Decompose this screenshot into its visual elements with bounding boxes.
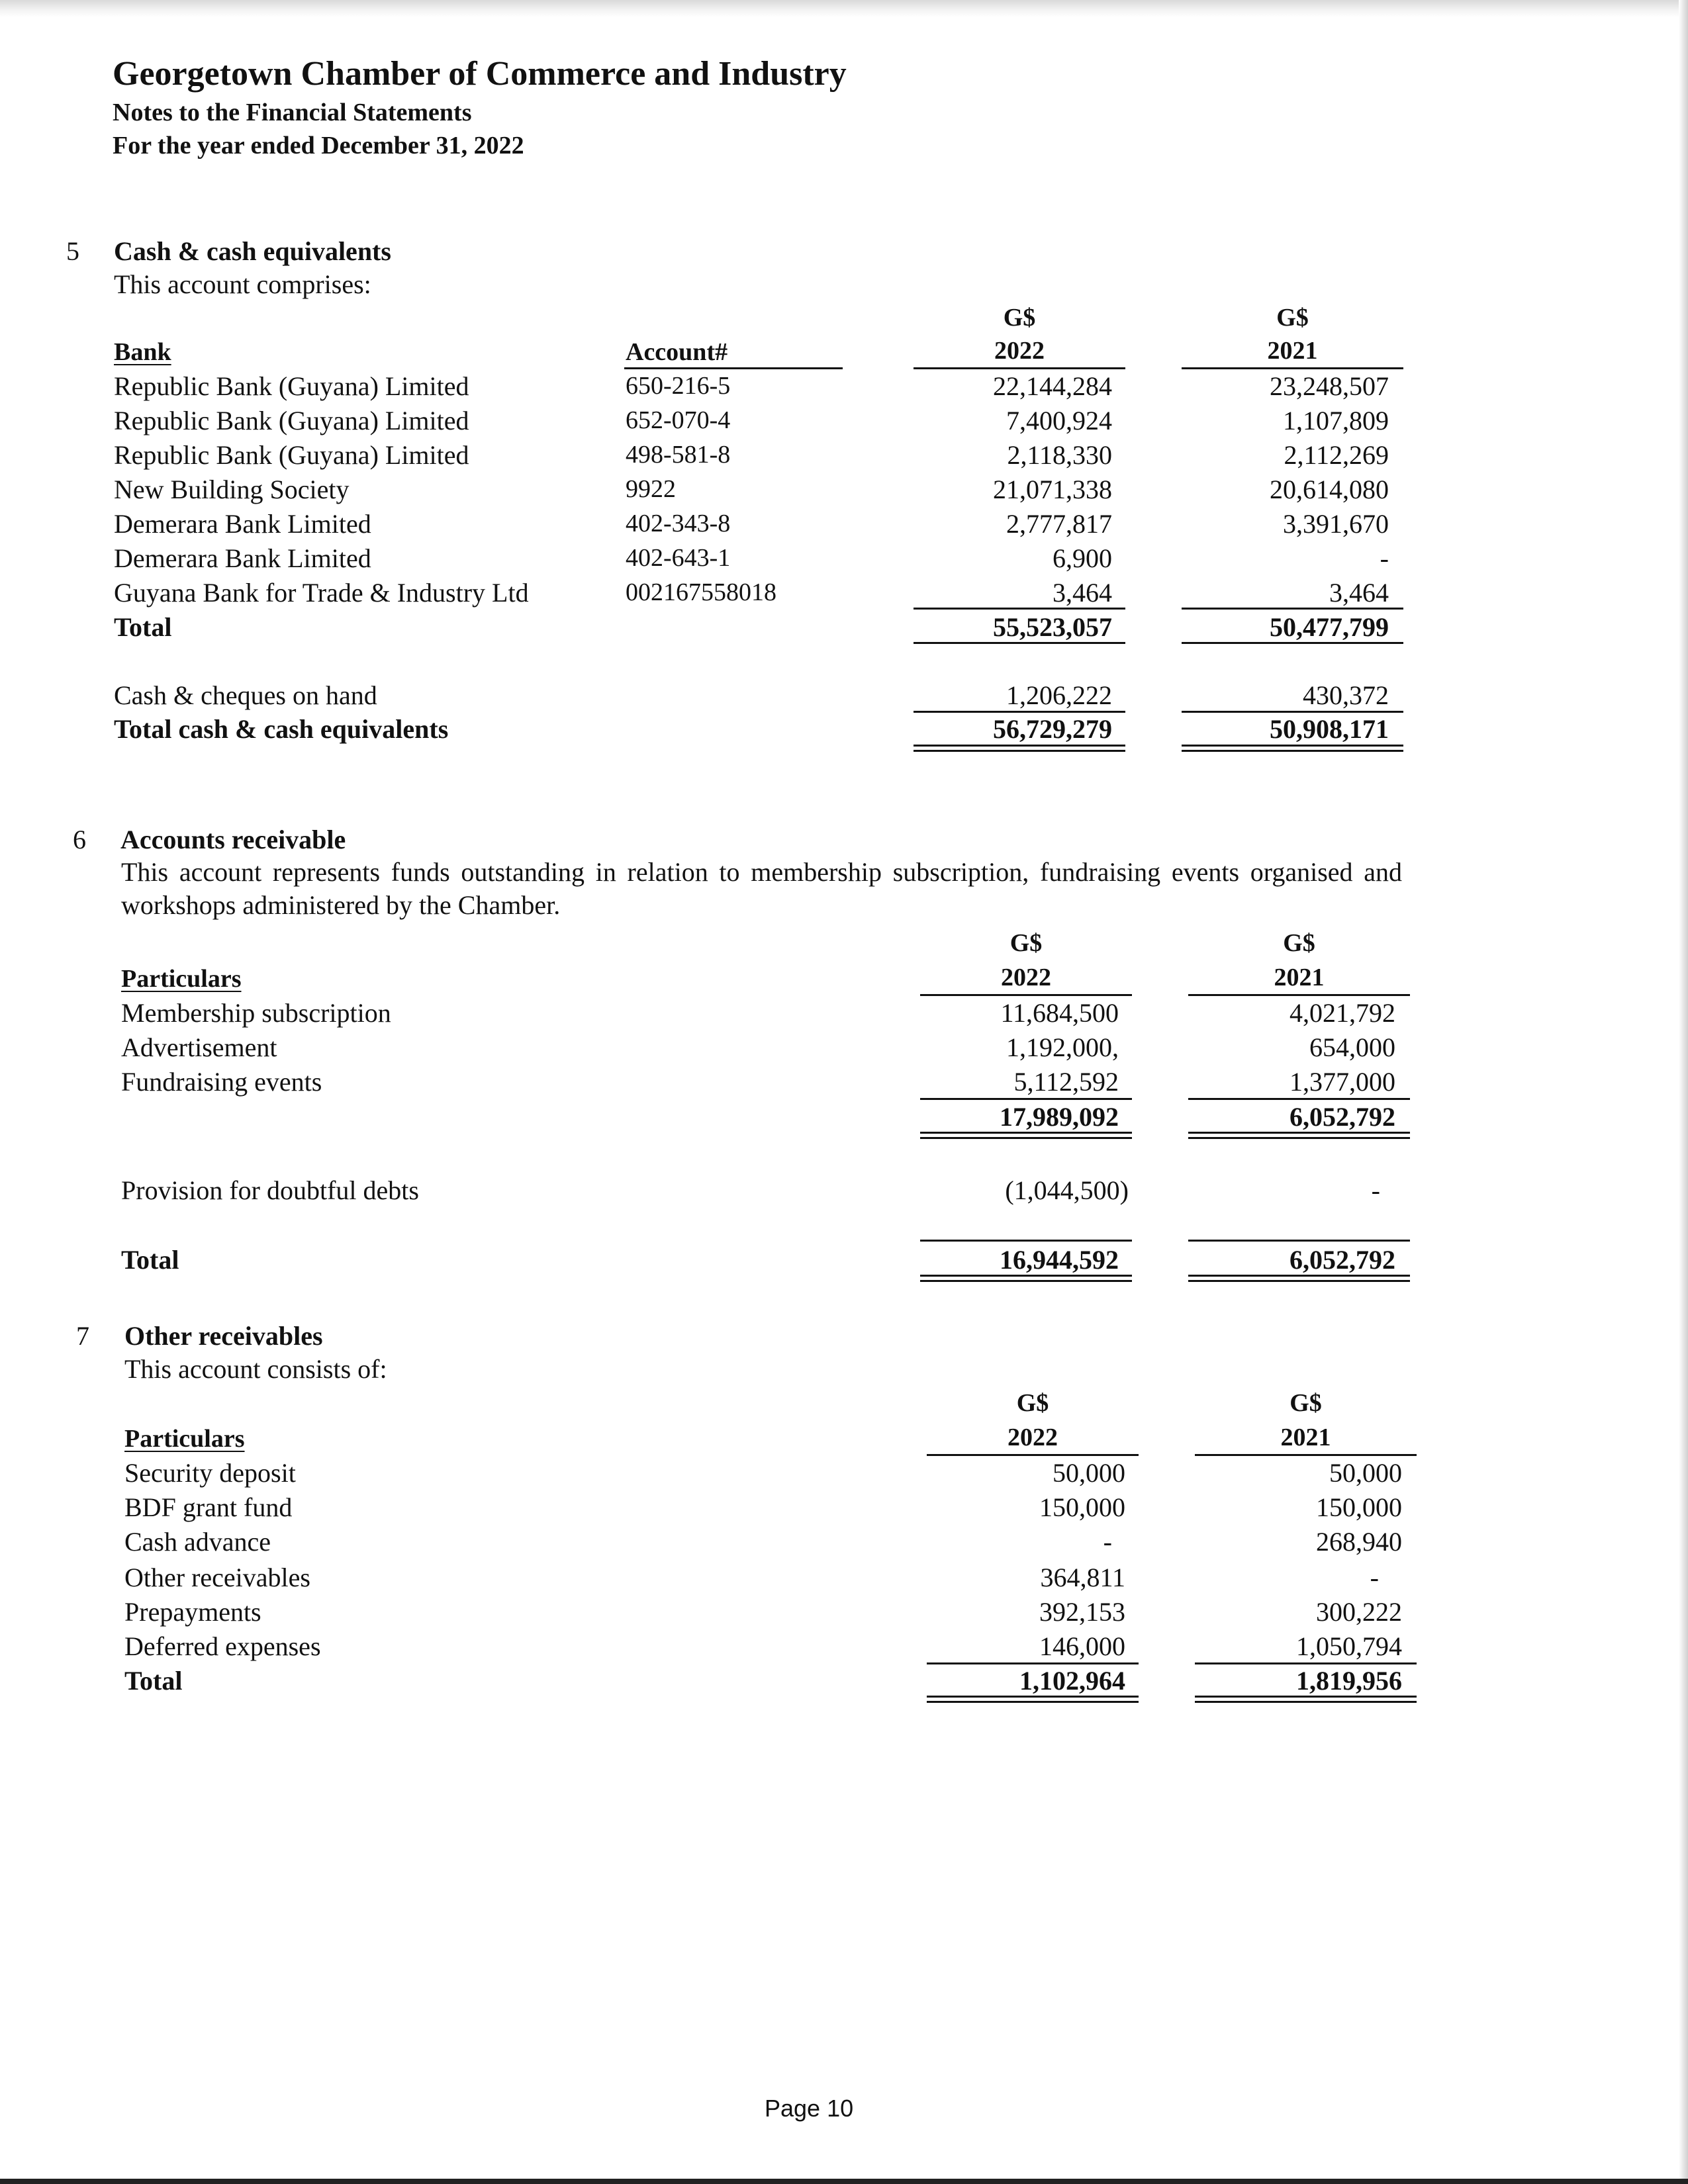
column-currency-2022: G$ <box>1009 929 1043 957</box>
rule <box>1188 1098 1410 1100</box>
cash-on-hand-label: Cash & cheques on hand <box>114 680 377 710</box>
bank-name: Republic Bank (Guyana) Limited <box>114 440 469 470</box>
particulars-label: Cash advance <box>124 1527 271 1557</box>
amount-2022: 1,192,000, <box>1006 1032 1119 1062</box>
rule <box>920 1098 1132 1100</box>
amount-2021: 268,940 <box>1316 1527 1402 1557</box>
rule <box>1195 1662 1417 1664</box>
provision-2021: - <box>1371 1175 1380 1205</box>
double-rule <box>927 1696 1139 1703</box>
receivables-total-label: Total <box>121 1245 179 1275</box>
note-number: 6 <box>73 825 86 854</box>
column-year-2022: 2022 <box>1001 964 1051 991</box>
amount-2021: 1,050,794 <box>1296 1631 1402 1661</box>
note-title: Cash & cash equivalents <box>114 236 391 266</box>
bank-name: Republic Bank (Guyana) Limited <box>114 371 469 401</box>
amount-2022: 5,112,592 <box>1013 1067 1119 1097</box>
receivables-subtotal-2021: 6,052,792 <box>1289 1102 1395 1132</box>
bank-name: New Building Society <box>114 475 350 504</box>
receivables-total-2021: 6,052,792 <box>1289 1245 1395 1275</box>
other-receivables-total-label: Total <box>124 1666 183 1696</box>
column-currency-2022: G$ <box>1016 1389 1049 1417</box>
other-receivables-total-2022: 1,102,964 <box>1019 1666 1125 1696</box>
receivables-subtotal-2022: 17,989,092 <box>1000 1102 1119 1132</box>
amount-2022: 150,000 <box>1039 1492 1125 1522</box>
account-number: 650-216-5 <box>626 372 731 400</box>
amount-2022: 3,464 <box>1053 578 1112 608</box>
column-currency-2022: G$ <box>1003 304 1036 332</box>
account-number: 498-581-8 <box>626 441 731 469</box>
bank-total-2021: 50,477,799 <box>1270 612 1389 642</box>
other-receivables-total-2021: 1,819,956 <box>1296 1666 1402 1696</box>
amount-2022: 21,071,338 <box>993 475 1112 504</box>
receivables-total-2022: 16,944,592 <box>1000 1245 1119 1275</box>
double-rule <box>920 1132 1132 1139</box>
particulars-label: Advertisement <box>121 1032 277 1062</box>
amount-2022: 11,684,500 <box>1000 998 1119 1028</box>
double-rule <box>1188 1132 1410 1139</box>
amount-2022: 7,400,924 <box>1006 406 1112 435</box>
grand-total-2022: 56,729,279 <box>993 714 1112 744</box>
particulars-label: Deferred expenses <box>124 1631 321 1661</box>
double-rule <box>914 745 1125 752</box>
rule <box>914 642 1125 644</box>
column-year-2022: 2022 <box>1008 1424 1058 1451</box>
amount-2021: 23,248,507 <box>1270 371 1389 401</box>
column-currency-2021: G$ <box>1283 929 1315 957</box>
note-number: 5 <box>66 236 79 266</box>
rule <box>1182 711 1403 713</box>
amount-2021: 150,000 <box>1316 1492 1402 1522</box>
bank-name: Demerara Bank Limited <box>114 509 371 539</box>
amount-2021: 3,464 <box>1329 578 1389 608</box>
amount-2022: - <box>1103 1527 1112 1557</box>
amount-2022: 392,153 <box>1039 1597 1125 1627</box>
bank-total-2022: 55,523,057 <box>993 612 1112 642</box>
bank-name: Demerara Bank Limited <box>114 543 371 573</box>
account-number: 402-643-1 <box>626 544 731 572</box>
amount-2021: 1,377,000 <box>1289 1067 1395 1097</box>
account-number: 652-070-4 <box>626 406 731 434</box>
account-number: 402-343-8 <box>626 510 731 537</box>
provision-2022: (1,044,500) <box>1005 1175 1129 1205</box>
amount-2022: 146,000 <box>1039 1631 1125 1661</box>
column-header-account: Account# <box>626 338 728 366</box>
rule <box>1182 608 1403 610</box>
column-header-particulars: Particulars <box>121 965 242 993</box>
rule <box>1182 367 1403 369</box>
account-number: 002167558018 <box>626 578 776 606</box>
note-title: Other receivables <box>124 1321 323 1351</box>
column-header-particulars: Particulars <box>124 1425 245 1453</box>
rule <box>1188 994 1410 996</box>
document-subtitle: Notes to the Financial Statements <box>113 99 472 126</box>
bank-name: Republic Bank (Guyana) Limited <box>114 406 469 435</box>
rule <box>1188 1240 1410 1242</box>
cash-on-hand-2021: 430,372 <box>1303 680 1389 710</box>
amount-2021: 20,614,080 <box>1270 475 1389 504</box>
amount-2021: 654,000 <box>1309 1032 1395 1062</box>
rule <box>927 1454 1139 1456</box>
amount-2021: 50,000 <box>1329 1458 1402 1488</box>
rule <box>914 711 1125 713</box>
provision-label: Provision for doubtful debts <box>121 1175 419 1205</box>
double-rule <box>1182 745 1403 752</box>
amount-2021: 4,021,792 <box>1289 998 1395 1028</box>
amount-2022: 22,144,284 <box>993 371 1112 401</box>
column-year-2021: 2021 <box>1280 1424 1331 1451</box>
column-year-2021: 2021 <box>1267 337 1318 365</box>
amount-2021: - <box>1370 1563 1379 1592</box>
organization-title: Georgetown Chamber of Commerce and Industry <box>113 55 847 93</box>
amount-2022: 364,811 <box>1040 1563 1125 1592</box>
amount-2021: - <box>1380 543 1389 573</box>
bank-name: Guyana Bank for Trade & Industry Ltd <box>114 578 529 608</box>
note-intro: This account represents funds outstanding in relation to membership subscription, fundraising events organised and workshops administered by the Chamber. <box>121 857 1402 920</box>
grand-total-2021: 50,908,171 <box>1270 714 1389 744</box>
amount-2022: 50,000 <box>1053 1458 1125 1488</box>
rule <box>920 994 1132 996</box>
particulars-label: Prepayments <box>124 1597 261 1627</box>
page-number: Page 10 <box>765 2095 854 2122</box>
note-intro: This account consists of: <box>124 1354 387 1384</box>
account-number: 9922 <box>626 475 676 503</box>
particulars-label: BDF grant fund <box>124 1492 293 1522</box>
amount-2021: 3,391,670 <box>1283 509 1389 539</box>
rule <box>927 1662 1139 1664</box>
scan-shadow-right <box>1679 0 1688 2184</box>
amount-2022: 6,900 <box>1053 543 1112 573</box>
note-intro: This account comprises: <box>114 269 371 299</box>
note-title: Accounts receivable <box>120 825 346 854</box>
particulars-label: Fundraising events <box>121 1067 322 1097</box>
period-label: For the year ended December 31, 2022 <box>113 132 524 159</box>
rule <box>1182 642 1403 644</box>
particulars-label: Other receivables <box>124 1563 310 1592</box>
rule <box>914 608 1125 610</box>
cash-on-hand-2022: 1,206,222 <box>1006 680 1112 710</box>
double-rule <box>1188 1275 1410 1282</box>
particulars-label: Membership subscription <box>121 998 391 1028</box>
rule <box>1195 1454 1417 1456</box>
column-year-2021: 2021 <box>1274 964 1325 991</box>
rule <box>920 1240 1132 1242</box>
note-number: 7 <box>76 1321 89 1351</box>
amount-2022: 2,118,330 <box>1007 440 1112 470</box>
amount-2022: 2,777,817 <box>1006 509 1112 539</box>
grand-total-label: Total cash & cash equivalents <box>114 714 449 744</box>
scan-shadow-top <box>0 0 1688 17</box>
bank-total-label: Total <box>114 612 172 642</box>
double-rule <box>1195 1696 1417 1703</box>
column-header-bank: Bank <box>114 338 171 366</box>
column-currency-2021: G$ <box>1289 1389 1322 1417</box>
amount-2021: 2,112,269 <box>1284 440 1389 470</box>
particulars-label: Security deposit <box>124 1458 296 1488</box>
amount-2021: 300,222 <box>1316 1597 1402 1627</box>
scan-edge-bottom <box>0 2179 1688 2184</box>
column-currency-2021: G$ <box>1276 304 1309 332</box>
rule <box>914 367 1125 369</box>
column-year-2022: 2022 <box>994 337 1045 365</box>
double-rule <box>920 1275 1132 1282</box>
rule <box>624 367 843 369</box>
amount-2021: 1,107,809 <box>1283 406 1389 435</box>
